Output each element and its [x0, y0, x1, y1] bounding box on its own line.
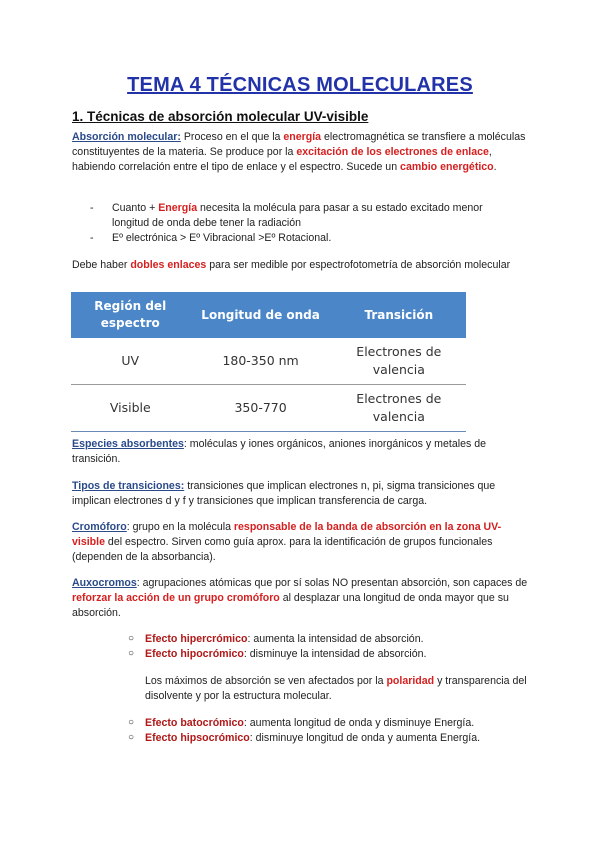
list-item [128, 731, 528, 746]
text: del espectro. Sirven como guía aprox. para la identificación de grupos funcionales (dependen de la absorbancia). [72, 536, 493, 563]
maximos-paragraph [145, 674, 530, 704]
text: Debe haber [72, 259, 131, 271]
text: : aumenta longitud de onda y disminuye Energía. [243, 717, 475, 729]
list-item-text [145, 632, 525, 647]
list-item [90, 201, 530, 231]
term-cromoforo: Cromóforo [72, 521, 127, 533]
circle-bullet-icon: ○ [128, 633, 135, 644]
table-header-row [71, 292, 466, 338]
list-item [128, 647, 528, 662]
list-item [128, 632, 528, 647]
circle-bullet-icon: ○ [128, 648, 135, 659]
header-region: Región del espectro [71, 292, 190, 338]
text: . [493, 161, 497, 173]
spectrum-table [71, 292, 466, 432]
text: : grupo en la molécula [126, 521, 234, 533]
text: : disminuye la intensidad de absorción. [243, 648, 427, 660]
table-cell: UV [71, 338, 190, 385]
effect-name: Efecto batocrómico [145, 717, 244, 729]
highlight-polaridad: polaridad [386, 675, 435, 687]
text: para ser medible por espectrofotometría de absorción molecular [206, 259, 511, 271]
effect-name: Efecto hipercrómico [145, 633, 248, 645]
term-tipos: Tipos de transiciones: [72, 480, 185, 492]
list-item-text [145, 731, 525, 746]
cromoforo-paragraph [72, 520, 532, 565]
especies-paragraph [72, 437, 532, 467]
effect-name: Efecto hipsocrómico [145, 732, 250, 744]
auxocromos-paragraph [72, 576, 532, 621]
tipos-paragraph [72, 479, 532, 509]
table-cell: 350-770 [190, 385, 332, 432]
header-longitud: Longitud de onda [190, 292, 332, 338]
absorcion-paragraph [72, 130, 532, 175]
highlight-energia: energía [283, 131, 322, 143]
highlight-responsable: responsable de la banda de absorción en la zona UV-visible [72, 521, 502, 548]
dobles-enlaces-paragraph [72, 258, 532, 273]
table-cell: Electrones de valencia [332, 338, 466, 385]
section-heading: 1. Técnicas de absorción molecular UV-visible [72, 109, 369, 124]
table-row [71, 385, 466, 432]
text: Proceso en el que la [180, 131, 284, 143]
text: transiciones que implican electrones n, pi, sigma transiciones que implican electrones d y f y transiciones que implican transferencia de carga. [72, 480, 496, 507]
text: y transparencia del disolvente y por la estructura molecular. [145, 675, 527, 702]
text: : moléculas y iones orgánicos, aniones inorgánicos y metales de transición. [72, 438, 486, 465]
term-absorcion: Absorción molecular: [72, 131, 181, 143]
text: Los máximos de absorción se ven afectados por la [145, 675, 387, 687]
text: necesita la molécula para pasar a su estado excitado menor longitud de onda debe tener la radiación [112, 202, 483, 229]
effect-name: Efecto hipocrómico [145, 648, 244, 660]
list-item-text [112, 201, 522, 231]
table-cell: Visible [71, 385, 190, 432]
header-transicion: Transición [332, 292, 466, 338]
highlight-dobles: dobles enlaces [130, 259, 207, 271]
text: : aumenta la intensidad de absorción. [247, 633, 424, 645]
text: Cuanto + [112, 202, 159, 214]
dash-marker: - [90, 202, 94, 214]
text: : agrupaciones atómicas que por sí solas NO presentan absorción, son capaces de [136, 577, 528, 589]
list-item [128, 716, 528, 731]
term-auxocromos: Auxocromos [72, 577, 137, 589]
text: al desplazar una longitud de onda mayor que su absorción. [72, 592, 509, 619]
page-title: TEMA 4 TÉCNICAS MOLECULARES [127, 74, 473, 96]
dash-marker: - [90, 232, 94, 244]
text: , habiendo correlación entre el tipo de enlace y el espectro. Sucede un [72, 146, 492, 173]
text: : disminuye longitud de onda y aumenta Energía. [249, 732, 481, 744]
list-item-text: Eº electrónica > Eº Vibracional >Eº Rotacional. [112, 232, 332, 244]
highlight-cambio: cambio energético [400, 161, 494, 173]
highlight-energia-2: Energía [158, 202, 198, 214]
text: electromagnética se transfiere a moléculas constituyentes de la materia. Se produce por la [72, 131, 526, 158]
list-item-text [145, 647, 525, 662]
term-especies: Especies absorbentes [72, 438, 184, 450]
table-row [71, 338, 466, 385]
highlight-excitacion: excitación de los electrones de enlace [296, 146, 489, 158]
circle-bullet-icon: ○ [128, 717, 135, 728]
list-item-text [145, 716, 525, 731]
list-item [90, 231, 530, 246]
table-cell: 180-350 nm [190, 338, 332, 385]
circle-bullet-icon: ○ [128, 732, 135, 743]
highlight-reforzar: reforzar la acción de un grupo cromóforo [72, 592, 280, 604]
table-cell: Electrones de valencia [332, 385, 466, 432]
